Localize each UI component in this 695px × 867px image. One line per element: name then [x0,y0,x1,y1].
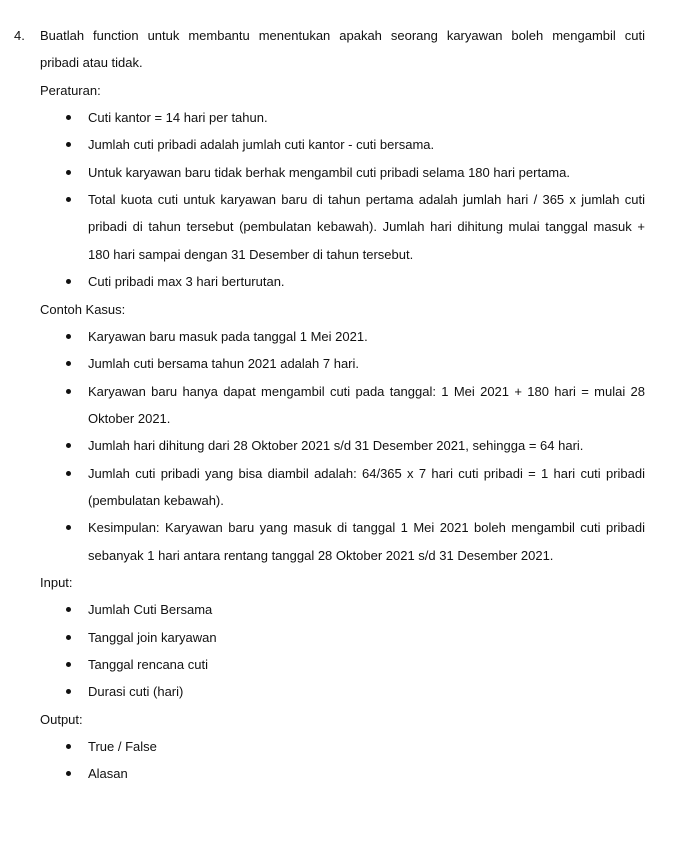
bullet-icon [66,361,71,366]
rules-item: Jumlah cuti pribadi adalah jumlah cuti kantor - cuti bersama. [88,137,435,153]
bullet-icon [66,279,71,284]
item-number: 4. [14,28,25,43]
case-item: Karyawan baru hanya dapat mengambil cuti pada tanggal: 1 Mei 2021 + 180 hari = mulai 28 [88,383,645,399]
bullet-icon [66,662,71,667]
input-heading: Input: [40,575,73,590]
rules-item: Untuk karyawan baru tidak berhak mengambil cuti pribadi selama 180 hari pertama. [88,164,570,180]
bullet-icon [66,389,71,394]
input-item: Tanggal join karyawan [88,629,217,645]
case-item: Karyawan baru masuk pada tanggal 1 Mei 2021. [88,328,368,344]
input-item: Jumlah Cuti Bersama [88,602,213,618]
case-item: Jumlah hari dihitung dari 28 Oktober 2021 s/d 31 Desember 2021, sehingga = 64 hari. [88,438,584,454]
case-heading: Contoh Kasus: [40,301,126,317]
bullet-icon [66,443,71,448]
rules-item: Cuti pribadi max 3 hari berturutan. [88,274,285,290]
case-item: Kesimpulan: Karyawan baru yang masuk di tanggal 1 Mei 2021 boleh mengambil cuti pribadi [88,520,645,536]
bullet-icon [66,115,71,120]
rules-item: Cuti kantor = 14 hari per tahun. [88,110,268,126]
bullet-icon [66,689,71,694]
bullet-icon [66,142,71,147]
bullet-icon [66,744,71,749]
case-item: Jumlah cuti bersama tahun 2021 adalah 7 hari. [88,356,360,372]
bullet-icon [66,197,71,202]
case-item: Jumlah cuti pribadi yang bisa diambil adalah: 64/365 x 7 hari cuti pribadi = 1 hari cuti pribadi [88,465,645,481]
bullet-icon [66,525,71,530]
rules-item: 180 hari sampai dengan 31 Desember di tahun tersebut. [88,246,414,262]
bullet-icon [66,635,71,640]
case-item: Oktober 2021. [88,410,171,426]
rules-item: Total kuota cuti untuk karyawan baru di tahun pertama adalah jumlah hari / 365 x jumlah cuti [88,192,645,208]
rules-heading: Peraturan: [40,82,101,98]
bullet-icon [66,771,71,776]
input-item: Durasi cuti (hari) [88,684,184,700]
output-item: True / False [88,739,157,755]
bullet-icon [66,170,71,175]
case-item: sebanyak 1 hari antara rentang tanggal 28 Oktober 2021 s/d 31 Desember 2021. [88,547,554,563]
case-item: (pembulatan kebawah). [88,492,224,508]
intro-text: Buatlah function untuk membantu menentukan apakah seorang karyawan boleh mengambil cuti [40,28,645,43]
output-heading: Output: [40,711,83,727]
bullet-icon [66,334,71,339]
intro-text: pribadi atau tidak. [40,55,143,71]
input-item: Tanggal rencana cuti [88,657,208,673]
bullet-icon [66,471,71,476]
bullet-icon [66,607,71,612]
rules-item: pribadi di tahun tersebut (pembulatan kebawah). Jumlah hari dihitung mulai tanggal masuk + [88,219,645,235]
output-item: Alasan [88,766,128,782]
